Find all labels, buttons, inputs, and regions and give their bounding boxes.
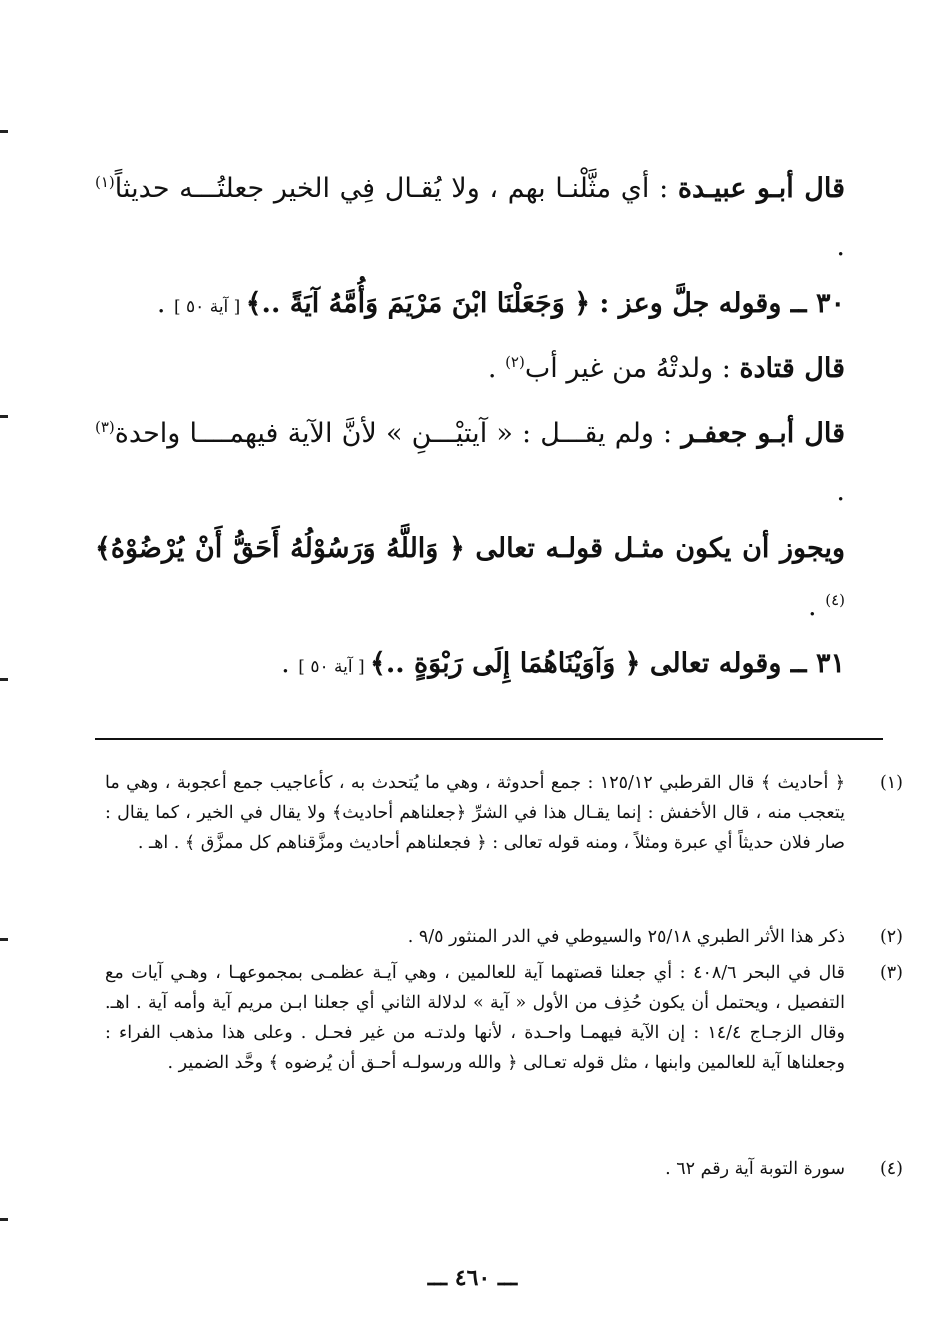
paragraph-3 — [95, 340, 845, 398]
footnote-3 — [105, 958, 903, 1078]
para-tail: . — [487, 353, 506, 384]
paragraph-6 — [95, 635, 845, 696]
footnote-number: (١) — [879, 773, 903, 793]
footnote-2 — [105, 922, 903, 952]
para-tail: . — [836, 476, 845, 507]
paragraph-5 — [95, 520, 845, 636]
footnote-marker[interactable]: (٣) — [95, 418, 115, 436]
footnote-number: (٣) — [879, 963, 903, 983]
margin-mark — [0, 130, 8, 133]
para-heading: قال أبـو عبيـدة — [677, 173, 845, 204]
paragraph-4 — [95, 405, 845, 521]
footnote-marker[interactable]: (١) — [95, 173, 115, 191]
footnote-text: ذكر هذا الأثر الطبري ٢٥/١٨ والسيوطي في الدر المنثور ٩/٥ . — [407, 927, 845, 947]
footnote-1 — [105, 768, 903, 858]
page-number: ـــ ٤٦٠ ـــ — [427, 1265, 518, 1291]
para-text: : أي مثَّلْنـا بهم ، ولا يُقـال فِي الخير جعلتُـــه حديثاً — [114, 173, 678, 204]
para-tail: . — [281, 648, 299, 679]
footnote-text: ﴿ أحاديث ﴾ قال القرطبي ١٢٥/١٢ : جمع أحدوثة ، وهي ما يُتحدث به ، كأعاجيب جمع أعجوبة ، وهي ما يتعجب منه ، قال الأخفش : إنما يقـال هذا في الشرِّ ﴿جعلناهم أحاديث﴾ ولا يقال في الخير ، كما يقال : صار فلان حديثاً أي عبرة ومثلاً ، ومنه قوله تعالى : ﴿ فجعلناهم أحاديث ومزَّقناهم كل ممزَّق ﴾ . اهـ . — [105, 773, 845, 853]
paragraph-2 — [95, 275, 845, 336]
footnote-marker[interactable]: (٤) — [825, 591, 845, 609]
para-heading: قال قتادة — [739, 353, 845, 384]
para-text: : ولم يقـــل : « آيتيْـــنِ » لأنَّ الآية فيهمــــا واحدة — [114, 418, 682, 449]
footnote-separator — [95, 738, 883, 740]
para-heading: ٣٠ ــ وقوله جلَّ وعز : ﴿ وَجَعَلْنَا ابْنَ مَرْيَمَ وَأُمَّهُ آيَةً ..﴾ — [245, 288, 845, 319]
margin-mark — [0, 678, 8, 681]
verse-reference: [ آية ٥٠ ] — [173, 297, 246, 317]
footnote-marker[interactable]: (٢) — [505, 353, 525, 371]
footnote-number: (٤) — [879, 1159, 903, 1179]
para-heading: ويجوز أن يكون مثـل قولـه تعالى ﴿ وَاللَّهُ وَرَسُوْلُهُ أَحَقُّ أَنْ يُرْضُوْهُ﴾ — [95, 533, 845, 564]
paragraph-1 — [95, 160, 845, 276]
para-heading: ٣١ ــ وقوله تعالى ﴿ وَآوَيْنَاهُمَا إِلَى رَبْوَةٍ ..﴾ — [370, 648, 845, 679]
para-tail: . — [156, 288, 174, 319]
verse-reference: [ آية ٥٠ ] — [298, 657, 370, 677]
para-tail: . — [836, 231, 845, 262]
margin-mark — [0, 415, 8, 418]
para-tail: . — [808, 591, 826, 622]
footnote-text: قال في البحر ٤٠٨/٦ : أي جعلنا قصتهما آية للعالمين ، وهي آيـة عظمـى بمجموعهـا ، وهـي آيات مع التفصيل ، ويحتمل أن يكون حُذِف من الأول « آية » لدلالة الثاني أي جعلنا ابـن مريم آية وأمه آية . اهـ. وقال الزجـاج ١٤/٤ : إن الآية فيهمـا واحـدة ، لأنها ولدتـه من غير فحـل . وعلى هذا مذهب الفراء : وجعلناها آية للعالمين وابنها ، مثل قوله تعـالى ﴿ والله ورسولـه أحـق أن يُرضوه ﴾ وحَّد الضمير . — [105, 963, 845, 1073]
footnote-text: سورة التوبة آية رقم ٦٢ . — [665, 1159, 845, 1179]
footnote-number: (٢) — [879, 927, 903, 947]
margin-mark — [0, 1218, 8, 1221]
footnote-4 — [105, 1154, 903, 1184]
para-text: : ولدتْهُ من غير أب — [524, 353, 740, 384]
margin-mark — [0, 938, 8, 941]
para-heading: قال أبـو جعفـر — [681, 418, 846, 449]
